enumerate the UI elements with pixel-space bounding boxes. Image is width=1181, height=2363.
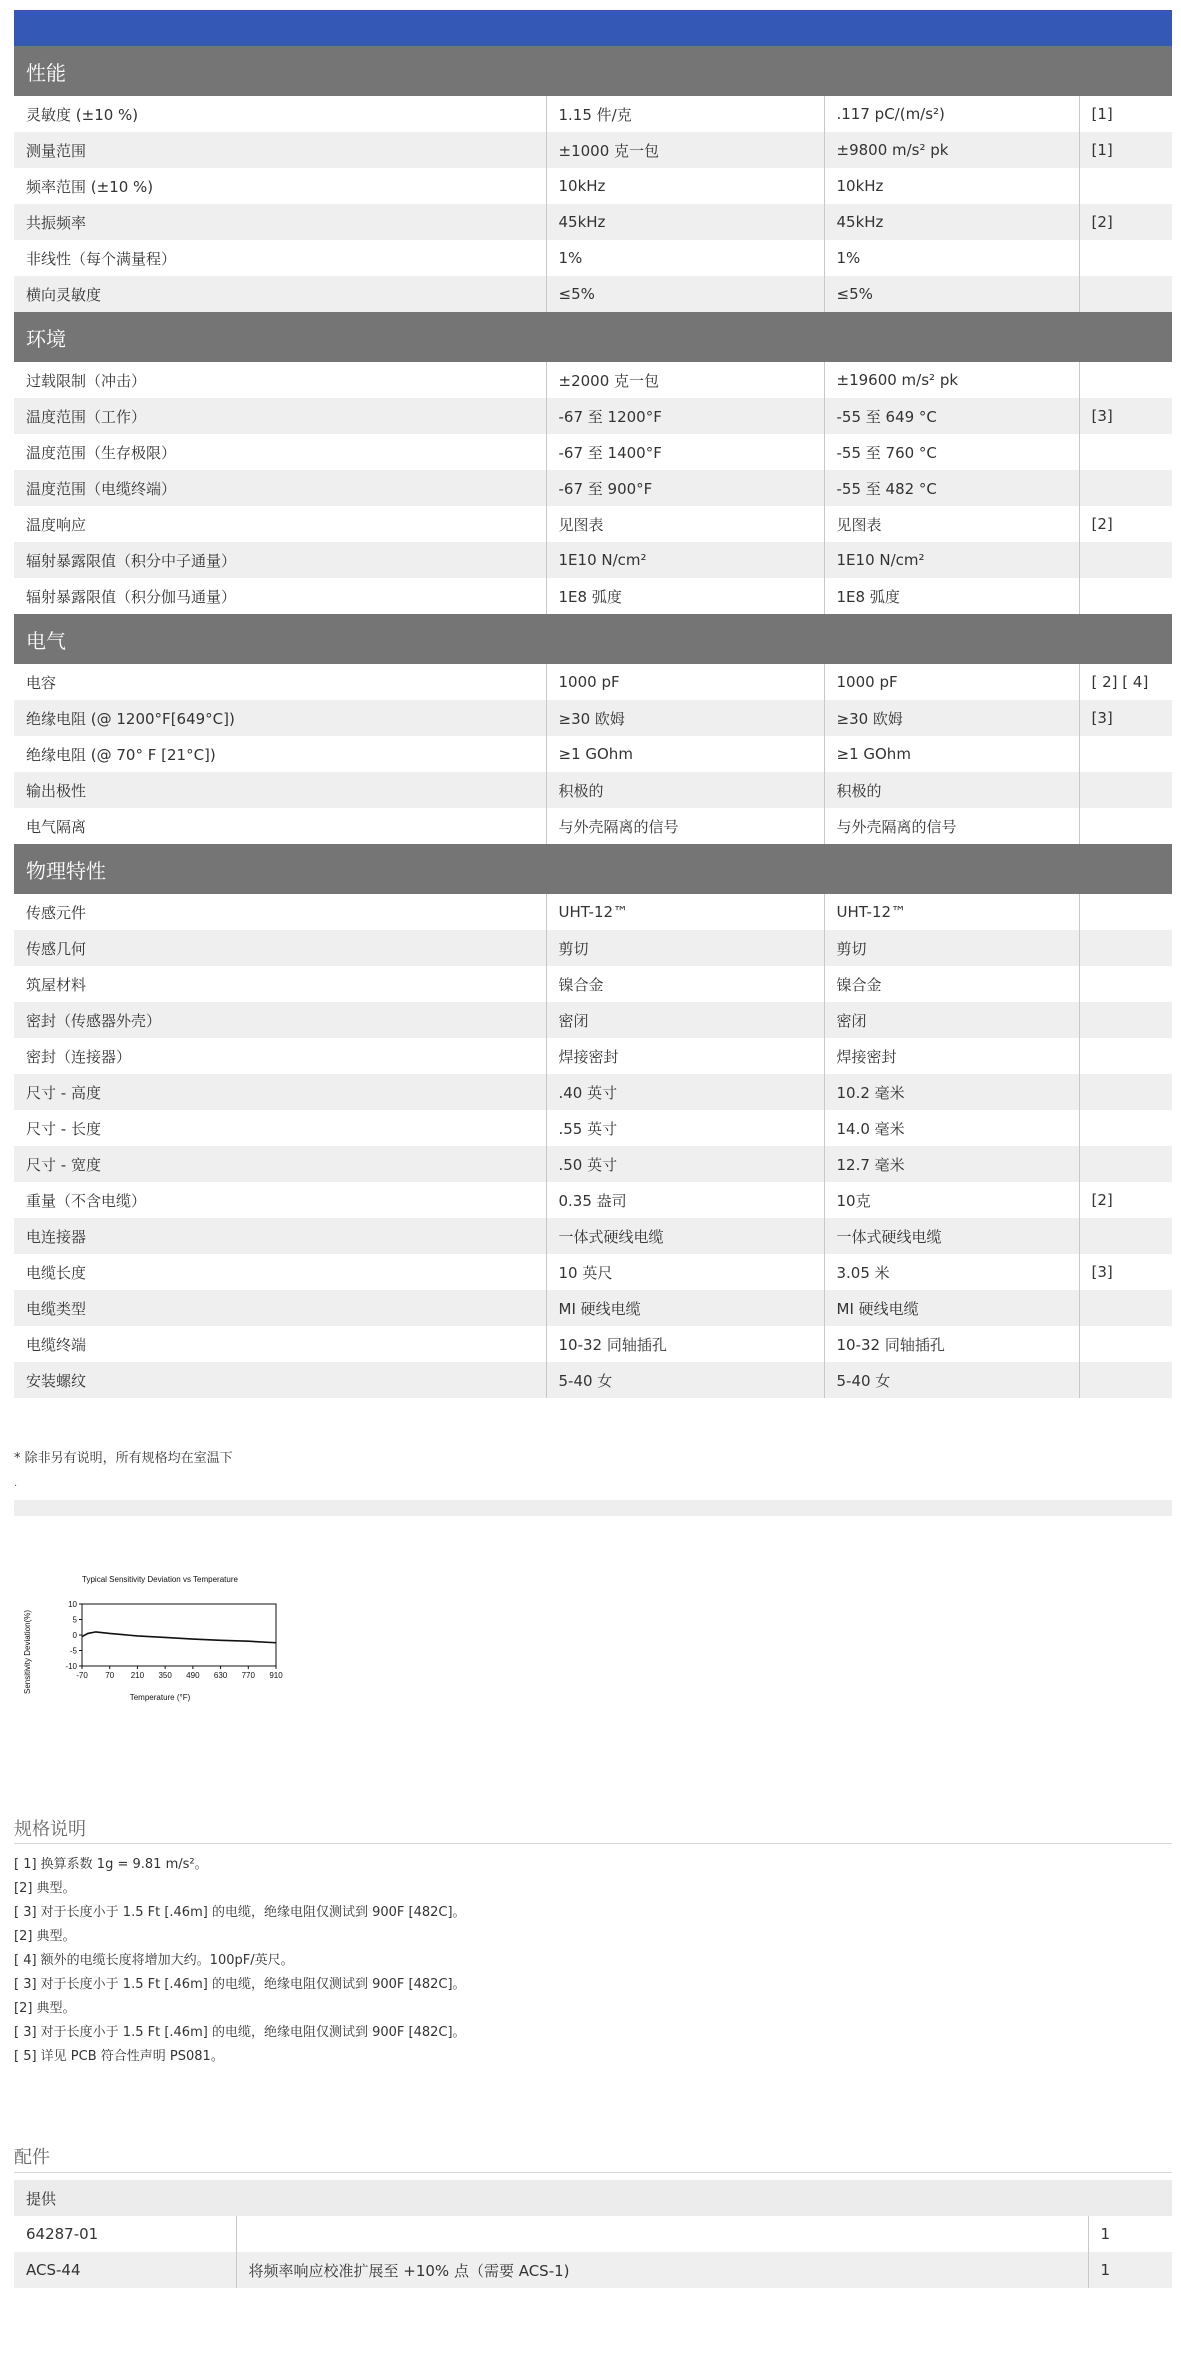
spec-note-ref bbox=[1079, 1002, 1172, 1038]
x-tick-label: -70 bbox=[76, 1671, 88, 1680]
spec-value-imperial: 镍合金 bbox=[546, 966, 824, 1002]
y-tick-label: -10 bbox=[65, 1662, 77, 1671]
spec-value-imperial: 剪切 bbox=[546, 930, 824, 966]
table-row bbox=[14, 470, 1172, 506]
spec-note-ref bbox=[1079, 1218, 1172, 1254]
top-color-bar bbox=[14, 10, 1172, 46]
table-row bbox=[14, 362, 1172, 398]
accessories-header: 提供 bbox=[14, 2180, 1172, 2216]
chart-title: Typical Sensitivity Deviation vs Temperature bbox=[82, 1575, 238, 1584]
spec-name: 绝缘电阻 (@ 70° F [21°C]) bbox=[14, 736, 546, 772]
footnote: * 除非另有说明，所有规格均在室温下 bbox=[14, 1451, 233, 1466]
spec-note-ref bbox=[1079, 578, 1172, 614]
spec-value-imperial: .40 英寸 bbox=[546, 1074, 824, 1110]
chart-svg bbox=[20, 1570, 290, 1710]
spec-value-metric: ≥1 GOhm bbox=[824, 736, 1079, 772]
note-item: [ 1] 换算系数 1g = 9.81 m/s²。 bbox=[14, 1857, 208, 1872]
spec-value-imperial: 一体式硬线电缆 bbox=[546, 1218, 824, 1254]
spec-value-imperial: MI 硬线电缆 bbox=[546, 1290, 824, 1326]
spec-name: 温度响应 bbox=[14, 506, 546, 542]
spec-name: 共振频率 bbox=[14, 204, 546, 240]
table-row bbox=[14, 542, 1172, 578]
spec-value-imperial: -67 至 900°F bbox=[546, 470, 824, 506]
spec-note-ref bbox=[1079, 1146, 1172, 1182]
spec-name: 绝缘电阻 (@ 1200°F[649°C]) bbox=[14, 700, 546, 736]
table-row bbox=[14, 808, 1172, 844]
spec-name: 电容 bbox=[14, 664, 546, 700]
table-row bbox=[14, 1326, 1172, 1362]
spec-value-metric: 一体式硬线电缆 bbox=[824, 1218, 1079, 1254]
y-tick-label: -5 bbox=[69, 1646, 77, 1656]
spec-value-imperial: ≥1 GOhm bbox=[546, 736, 824, 772]
spec-name: 非线性（每个满量程） bbox=[14, 240, 546, 276]
note-item: [2] 典型。 bbox=[14, 1881, 76, 1896]
x-tick-label: 910 bbox=[269, 1671, 283, 1680]
spec-note-ref bbox=[1079, 362, 1172, 398]
spec-value-imperial: .50 英寸 bbox=[546, 1146, 824, 1182]
spec-value-imperial: .55 英寸 bbox=[546, 1110, 824, 1146]
spec-note-ref bbox=[1079, 168, 1172, 204]
spec-value-metric: 见图表 bbox=[824, 506, 1079, 542]
spec-name: 电缆长度 bbox=[14, 1254, 546, 1290]
spec-value-metric: -55 至 649 °C bbox=[824, 398, 1079, 434]
spec-value-metric: MI 硬线电缆 bbox=[824, 1290, 1079, 1326]
spec-value-metric: UHT-12™ bbox=[824, 894, 1079, 930]
spec-name: 温度范围（工作） bbox=[14, 398, 546, 434]
spec-name: 输出极性 bbox=[14, 772, 546, 808]
spec-value-imperial: 10 英尺 bbox=[546, 1254, 824, 1290]
spec-value-imperial: -67 至 1200°F bbox=[546, 398, 824, 434]
spec-table bbox=[14, 46, 1172, 1398]
spec-value-imperial: UHT-12™ bbox=[546, 894, 824, 930]
spec-value-metric: ±9800 m/s² pk bbox=[824, 132, 1079, 168]
spec-note-ref: [3] bbox=[1079, 398, 1172, 434]
spec-value-metric: ≤5% bbox=[824, 276, 1079, 312]
spec-value-metric: 12.7 毫米 bbox=[824, 1146, 1079, 1182]
spec-value-metric: 45kHz bbox=[824, 204, 1079, 240]
spec-note-ref: [3] bbox=[1079, 700, 1172, 736]
section-title: 性能 bbox=[14, 46, 1172, 96]
spec-note-ref: [ 2] [ 4] bbox=[1079, 664, 1172, 700]
spec-name: 筑屋材料 bbox=[14, 966, 546, 1002]
section-title: 物理特性 bbox=[14, 844, 1172, 894]
spec-name: 灵敏度 (±10 %) bbox=[14, 96, 546, 132]
table-row bbox=[14, 1254, 1172, 1290]
spec-value-metric: -55 至 760 °C bbox=[824, 434, 1079, 470]
x-tick-label: 350 bbox=[158, 1671, 172, 1680]
spec-value-imperial: 与外壳隔离的信号 bbox=[546, 808, 824, 844]
spec-name: 温度范围（电缆终端） bbox=[14, 470, 546, 506]
table-row bbox=[14, 736, 1172, 772]
spec-name: 辐射暴露限值（积分伽马通量） bbox=[14, 578, 546, 614]
spec-name: 测量范围 bbox=[14, 132, 546, 168]
spec-note-ref bbox=[1079, 434, 1172, 470]
spec-name: 辐射暴露限值（积分中子通量） bbox=[14, 542, 546, 578]
spec-value-imperial: 5-40 女 bbox=[546, 1362, 824, 1398]
spec-value-metric: 1E8 弧度 bbox=[824, 578, 1079, 614]
note-item: [ 5] 详见 PCB 符合性声明 PS081。 bbox=[14, 2049, 224, 2064]
spec-value-imperial: ≥30 欧姆 bbox=[546, 700, 824, 736]
spec-note-ref bbox=[1079, 1038, 1172, 1074]
spec-name: 安装螺纹 bbox=[14, 1362, 546, 1398]
table-row bbox=[14, 506, 1172, 542]
series-line bbox=[82, 1632, 276, 1643]
table-row bbox=[14, 930, 1172, 966]
table-row bbox=[14, 276, 1172, 312]
spec-value-metric: 10kHz bbox=[824, 168, 1079, 204]
spec-name: 温度范围（生存极限） bbox=[14, 434, 546, 470]
spec-note-ref bbox=[1079, 542, 1172, 578]
table-row bbox=[14, 168, 1172, 204]
accessories-table bbox=[14, 2180, 1172, 2288]
spec-note-ref: [2] bbox=[1079, 506, 1172, 542]
spec-note-ref bbox=[1079, 808, 1172, 844]
spec-value-imperial: 10kHz bbox=[546, 168, 824, 204]
spec-note-ref bbox=[1079, 1326, 1172, 1362]
accessory-quantity: 1 bbox=[1088, 2216, 1172, 2252]
spec-value-imperial: 密闭 bbox=[546, 1002, 824, 1038]
spec-value-metric: 1000 pF bbox=[824, 664, 1079, 700]
spec-note-ref bbox=[1079, 966, 1172, 1002]
spec-note-ref bbox=[1079, 1110, 1172, 1146]
section-header bbox=[14, 614, 1172, 664]
spec-name: 传感几何 bbox=[14, 930, 546, 966]
spec-value-metric: 焊接密封 bbox=[824, 1038, 1079, 1074]
x-tick-label: 630 bbox=[213, 1671, 228, 1680]
spec-value-metric: 1E10 N/cm² bbox=[824, 542, 1079, 578]
y-tick-label: 0 bbox=[72, 1631, 77, 1640]
spec-value-metric: ±19600 m/s² pk bbox=[824, 362, 1079, 398]
table-row bbox=[14, 1038, 1172, 1074]
table-row bbox=[14, 664, 1172, 700]
sensitivity-chart bbox=[20, 1570, 290, 1710]
spec-value-imperial: ±2000 克一包 bbox=[546, 362, 824, 398]
table-row bbox=[14, 132, 1172, 168]
spec-note-ref bbox=[1079, 1074, 1172, 1110]
spec-name: 尺寸 - 宽度 bbox=[14, 1146, 546, 1182]
section-header bbox=[14, 46, 1172, 96]
table-row bbox=[14, 1002, 1172, 1038]
table-row bbox=[14, 240, 1172, 276]
spec-note-ref bbox=[1079, 736, 1172, 772]
accessories-divider bbox=[14, 2172, 1172, 2173]
spec-name: 电缆类型 bbox=[14, 1290, 546, 1326]
accessory-model: 64287-01 bbox=[14, 2216, 236, 2252]
accessories-header-row bbox=[14, 2180, 1172, 2216]
table-row bbox=[14, 772, 1172, 808]
table-row bbox=[14, 966, 1172, 1002]
spec-value-imperial: 1E8 弧度 bbox=[546, 578, 824, 614]
section-header bbox=[14, 312, 1172, 362]
spec-note-ref bbox=[1079, 470, 1172, 506]
spec-name: 密封（传感器外壳） bbox=[14, 1002, 546, 1038]
spec-name: 尺寸 - 高度 bbox=[14, 1074, 546, 1110]
chart-xlabel: Temperature (°F) bbox=[129, 1693, 191, 1702]
table-row bbox=[14, 1218, 1172, 1254]
spec-note-ref bbox=[1079, 1362, 1172, 1398]
section-header bbox=[14, 844, 1172, 894]
table-row bbox=[14, 1290, 1172, 1326]
spec-value-metric: 镍合金 bbox=[824, 966, 1079, 1002]
spec-value-imperial: ≤5% bbox=[546, 276, 824, 312]
spec-note-ref bbox=[1079, 930, 1172, 966]
spec-value-metric: 10克 bbox=[824, 1182, 1079, 1218]
spec-name: 传感元件 bbox=[14, 894, 546, 930]
chart-ylabel: Sensitivity Deviation(%) bbox=[23, 1609, 32, 1695]
spec-value-imperial: 45kHz bbox=[546, 204, 824, 240]
x-tick-label: 490 bbox=[186, 1671, 200, 1680]
spec-note-ref bbox=[1079, 240, 1172, 276]
spec-note-ref bbox=[1079, 894, 1172, 930]
table-row bbox=[14, 1182, 1172, 1218]
accessory-row bbox=[14, 2216, 1172, 2252]
spec-container bbox=[14, 10, 1172, 1398]
notes-title: 规格说明 bbox=[14, 1819, 86, 1840]
divider-bar bbox=[14, 1500, 1172, 1516]
table-row bbox=[14, 700, 1172, 736]
spec-value-metric: 10-32 同轴插孔 bbox=[824, 1326, 1079, 1362]
spec-name: 横向灵敏度 bbox=[14, 276, 546, 312]
accessory-row bbox=[14, 2252, 1172, 2288]
table-row bbox=[14, 398, 1172, 434]
spec-note-ref: [1] bbox=[1079, 96, 1172, 132]
x-tick-label: 770 bbox=[241, 1671, 255, 1680]
spec-value-metric: 14.0 毫米 bbox=[824, 1110, 1079, 1146]
table-row bbox=[14, 204, 1172, 240]
spec-note-ref: [2] bbox=[1079, 204, 1172, 240]
spec-name: 电连接器 bbox=[14, 1218, 546, 1254]
accessory-model: ACS-44 bbox=[14, 2252, 236, 2288]
accessories-title: 配件 bbox=[14, 2147, 50, 2168]
y-tick-label: 5 bbox=[72, 1615, 77, 1625]
spec-note-ref: [1] bbox=[1079, 132, 1172, 168]
table-row bbox=[14, 1074, 1172, 1110]
note-item: [ 4] 额外的电缆长度将增加大约。100pF/英尺。 bbox=[14, 1953, 294, 1968]
note-item: [2] 典型。 bbox=[14, 2001, 76, 2016]
spec-note-ref: [2] bbox=[1079, 1182, 1172, 1218]
spec-value-imperial: 0.35 盎司 bbox=[546, 1182, 824, 1218]
table-row bbox=[14, 578, 1172, 614]
spec-value-metric: -55 至 482 °C bbox=[824, 470, 1079, 506]
spec-value-imperial: 10-32 同轴插孔 bbox=[546, 1326, 824, 1362]
spec-value-imperial: 见图表 bbox=[546, 506, 824, 542]
notes-divider bbox=[14, 1843, 1172, 1844]
table-row bbox=[14, 894, 1172, 930]
spec-name: 密封（连接器） bbox=[14, 1038, 546, 1074]
table-row bbox=[14, 96, 1172, 132]
table-row bbox=[14, 434, 1172, 470]
spec-value-metric: 3.05 米 bbox=[824, 1254, 1079, 1290]
accessory-description: 将频率响应校准扩展至 +10% 点（需要 ACS-1) bbox=[236, 2252, 1088, 2288]
spec-value-metric: 与外壳隔离的信号 bbox=[824, 808, 1079, 844]
spec-name: 过载限制（冲击） bbox=[14, 362, 546, 398]
spec-value-metric: 密闭 bbox=[824, 1002, 1079, 1038]
spec-value-imperial: 积极的 bbox=[546, 772, 824, 808]
spec-value-metric: ≥30 欧姆 bbox=[824, 700, 1079, 736]
table-row bbox=[14, 1362, 1172, 1398]
spec-value-metric: 积极的 bbox=[824, 772, 1079, 808]
spec-name: 频率范围 (±10 %) bbox=[14, 168, 546, 204]
spec-note-ref bbox=[1079, 1290, 1172, 1326]
note-item: [ 3] 对于长度小于 1.5 Ft [.46m] 的电缆，绝缘电阻仅测试到 900F [482C]。 bbox=[14, 1977, 466, 1992]
y-tick-label: 10 bbox=[68, 1600, 77, 1609]
x-tick-label: 210 bbox=[130, 1671, 145, 1680]
spec-note-ref bbox=[1079, 276, 1172, 312]
table-row bbox=[14, 1146, 1172, 1182]
spec-name: 重量（不含电缆） bbox=[14, 1182, 546, 1218]
table-row bbox=[14, 1110, 1172, 1146]
x-tick-label: 70 bbox=[105, 1671, 115, 1680]
section-title: 环境 bbox=[14, 312, 1172, 362]
note-item: [ 3] 对于长度小于 1.5 Ft [.46m] 的电缆，绝缘电阻仅测试到 900F [482C]。 bbox=[14, 1905, 466, 1920]
spec-value-imperial: 1000 pF bbox=[546, 664, 824, 700]
spec-name: 尺寸 - 长度 bbox=[14, 1110, 546, 1146]
spec-note-ref: [3] bbox=[1079, 1254, 1172, 1290]
accessory-quantity: 1 bbox=[1088, 2252, 1172, 2288]
accessory-description bbox=[236, 2216, 1088, 2252]
spec-note-ref bbox=[1079, 772, 1172, 808]
spec-value-metric: 1% bbox=[824, 240, 1079, 276]
spec-value-imperial: -67 至 1400°F bbox=[546, 434, 824, 470]
spec-value-imperial: 1.15 件/克 bbox=[546, 96, 824, 132]
spec-value-imperial: ±1000 克一包 bbox=[546, 132, 824, 168]
spec-value-metric: 剪切 bbox=[824, 930, 1079, 966]
spec-name: 电气隔离 bbox=[14, 808, 546, 844]
spec-value-imperial: 1E10 N/cm² bbox=[546, 542, 824, 578]
footnote-dot: . bbox=[14, 1478, 18, 1489]
spec-name: 电缆终端 bbox=[14, 1326, 546, 1362]
spec-value-imperial: 1% bbox=[546, 240, 824, 276]
notes-list bbox=[14, 1853, 466, 2069]
spec-value-metric: 5-40 女 bbox=[824, 1362, 1079, 1398]
plot-frame bbox=[82, 1604, 276, 1666]
spec-value-imperial: 焊接密封 bbox=[546, 1038, 824, 1074]
section-title: 电气 bbox=[14, 614, 1172, 664]
note-item: [2] 典型。 bbox=[14, 1929, 76, 1944]
spec-value-metric: 10.2 毫米 bbox=[824, 1074, 1079, 1110]
spec-value-metric: .117 pC/(m/s²) bbox=[824, 96, 1079, 132]
note-item: [ 3] 对于长度小于 1.5 Ft [.46m] 的电缆，绝缘电阻仅测试到 900F [482C]。 bbox=[14, 2025, 466, 2040]
